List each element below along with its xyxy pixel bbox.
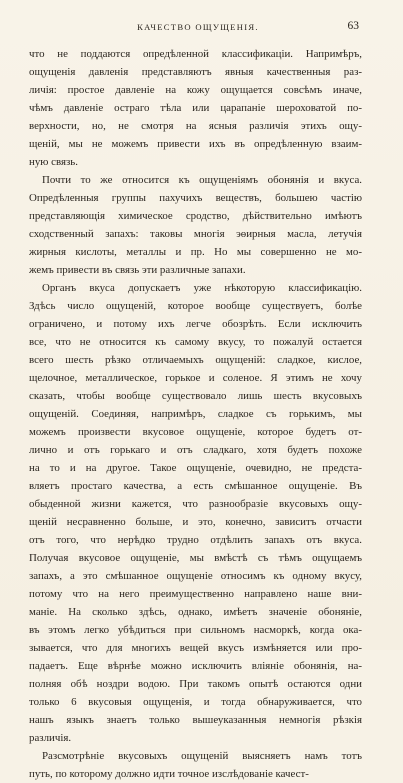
- text-line: ощущеній. Соединяя, напримѣръ, сладкое съ горькимъ, мы: [29, 408, 362, 420]
- text-line: нашъ языкъ знаетъ только вышеуказанныя немногія рѣзкія: [29, 714, 362, 726]
- text-line: Разсмотрѣніе вкусовыхъ ощущеній выясняетъ намъ тотъ: [42, 750, 362, 762]
- text-line: Опредѣленныя группы пахучихъ веществъ, большею частію: [29, 192, 362, 204]
- text-line: жемъ привести въ связь эти различные запахи.: [29, 264, 246, 276]
- text-line: Здѣсь число ощущеній, которое вообще существуетъ, болѣе: [29, 300, 362, 312]
- text-line: путь, по которому должно идти точное изслѣдованіе качест-: [29, 768, 309, 780]
- paragraph: [29, 45, 362, 171]
- text-line: жирныя кислоты, металлы и пр. Но мы совершенно не мо-: [29, 246, 362, 258]
- text-line: все, что не относится къ самому вкусу, то пожалуй остается: [29, 336, 362, 348]
- text-line: въ этомъ легко убѣдиться при сильномъ насморкѣ, когда ока-: [29, 624, 362, 636]
- text-line: Органъ вкуса допускаетъ уже нѣкоторую классификацію.: [42, 282, 362, 294]
- text-line: представляющія химическое сродство, дѣйствительно имѣютъ: [29, 210, 362, 222]
- text-line: Получая вкусовое ощущеніе, мы вмѣстѣ съ тѣмъ ощущаемъ: [29, 552, 362, 564]
- text-line: лично и отъ горькаго и отъ сладкаго, хотя будетъ похоже: [29, 444, 362, 456]
- text-line: ную связь.: [29, 156, 78, 168]
- text-line: сходственный запахъ: таковы многія эѳирныя масла, летучія: [29, 228, 362, 240]
- text-line: обыденной жизни кажется, что разнообразіе вкусовыхъ ощу-: [29, 498, 362, 510]
- text-line: полняя обѣ ноздри водою. При такомъ опытѣ остаются одни: [29, 678, 362, 690]
- running-title: КАЧЕСТВО ОЩУЩЕНІЯ.: [137, 22, 259, 32]
- paragraph: [29, 279, 362, 747]
- text-line: Почти то же относится къ ощущеніямъ обонянія и вкуса.: [42, 174, 362, 186]
- text-line: личія: простое давленіе на кожу ощущается совсѣмъ иначе,: [29, 84, 362, 96]
- paragraph: [29, 171, 362, 279]
- body-text: [29, 45, 362, 783]
- text-line: ощущенія давленія представляютъ явныя качественныя раз-: [29, 66, 362, 78]
- text-line: щелочное, металлическое, горькое и соленое. Я этимъ не хочу: [29, 372, 362, 384]
- text-line: вляетъ простаго качества, а есть смѣшанное ощущеніе. Въ: [29, 480, 362, 492]
- text-line: на то и на другое. Такое ощущеніе, очевидно, не предста-: [29, 462, 362, 474]
- text-line: различія.: [29, 732, 72, 744]
- text-line: верхности, но, не смотря на ясныя различія этихъ ощу-: [29, 120, 362, 132]
- paragraph: [29, 747, 362, 783]
- text-line: что не поддаются опредѣленной классификаціи. Напримѣръ,: [29, 48, 362, 60]
- text-line: можемъ произвести вкусовое ощущеніе, которое будетъ от-: [29, 426, 362, 438]
- text-line: падаетъ. Еще вѣрнѣе можно исключить вліяніе обонянія, на-: [29, 660, 362, 672]
- text-line: щеній несравненно больше, и это, конечно, зависитъ отчасти: [29, 516, 362, 528]
- text-line: запахъ, а это смѣшанное ощущеніе относимъ къ одному вкусу,: [29, 570, 362, 582]
- text-line: ограничено, и потому ихъ легче обозрѣть. Если исключить: [29, 318, 362, 330]
- text-line: потому что на него преимущественно направлено наше вни-: [29, 588, 362, 600]
- text-line: чѣмъ давленіе остраго тѣла или царапаніе шероховатой по-: [29, 102, 362, 114]
- text-line: маніе. На сколько здѣсь, однако, имѣетъ значеніе обоняніе,: [29, 606, 362, 618]
- text-line: зывается, что для многихъ вещей вкусъ измѣняется или про-: [29, 642, 362, 654]
- text-line: щеній, мы не можемъ привести ихъ въ опредѣленную взаим-: [29, 138, 362, 150]
- text-line: только 6 вкусовыя ощущенія, и тогда обнаруживается, что: [29, 696, 362, 708]
- text-line: отъ того, что нерѣдко трудно отдѣлить запахъ отъ вкуса.: [29, 534, 362, 546]
- text-line: всего шесть рѣзко отличаемыхъ ощущеній: сладкое, кислое,: [29, 354, 362, 366]
- page-number: 63: [347, 20, 359, 32]
- page-header: [49, 20, 359, 38]
- text-line: сказать, чтобы вообще существовало лишь шесть вкусовыхъ: [29, 390, 362, 402]
